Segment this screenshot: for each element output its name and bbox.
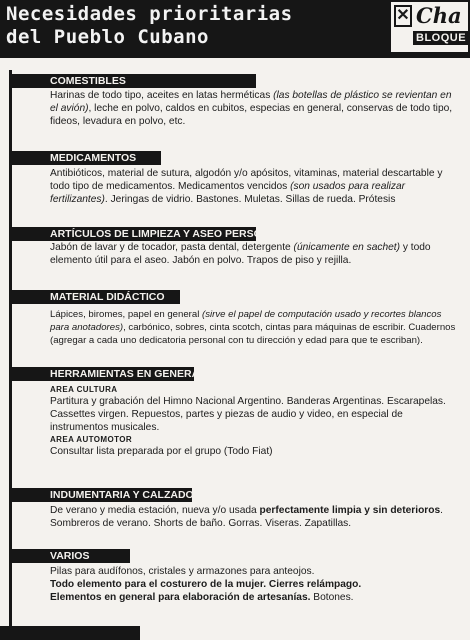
subheading-area-cultura: AREA CULTURA — [50, 385, 118, 394]
heading-text: MATERIAL DIDÁCTICO — [50, 291, 165, 303]
logo-subtitle — [413, 31, 469, 45]
body-italic: (sirve el papel de computación usado y recortes blancos para anotadores) — [50, 309, 442, 333]
body-text: Pilas para audífonos, cristales y armazones para anteojos. — [50, 566, 315, 577]
body-bold: Elementos en general para elaboración de artesanías. — [50, 591, 311, 603]
body-italic: (únicamente en sachet) — [293, 242, 401, 253]
section-body-didactico — [50, 308, 460, 347]
heading-text: VARIOS — [50, 550, 90, 562]
body-text: Lápices, biromes, papel en general — [50, 309, 202, 320]
section-heading-herramientas — [12, 367, 206, 381]
body-text: Jabón de lavar y de tocador, pasta dental, detergente — [50, 242, 294, 253]
section-body-medicamentos — [50, 168, 460, 206]
body-text: , leche en polvo, caldos en cubitos, especias en general, conservas de todo tipo, fideos, levadura en polvo, etc. — [50, 102, 453, 127]
section-heading-didactico — [12, 290, 180, 304]
section-heading-medicamentos — [12, 151, 161, 165]
logo — [391, 2, 468, 52]
section-heading-indumentaria — [12, 488, 192, 502]
heading-text: MEDICAMENTOS — [50, 152, 137, 164]
heading-text: HERRAMIENTAS EN GENERAL — [50, 368, 206, 380]
footer-bar — [0, 626, 140, 640]
body-line — [50, 592, 460, 605]
checkbox-icon: ✕ — [394, 5, 412, 27]
body-text: . Jeringas de vidrio. Bastones. Muletas. Sillas de rueda. Prótesis — [104, 193, 396, 205]
section-body-limpieza — [50, 242, 460, 268]
logo-text: Cha — [416, 3, 462, 28]
title-line-2: del Pueblo Cubano — [6, 26, 209, 48]
heading-text: COMESTIBLES — [50, 75, 126, 87]
body-bold: perfectamente limpia y sin deterioros — [259, 505, 441, 516]
body-text: Harinas de todo tipo, aceites en latas herméticas — [50, 90, 274, 101]
heading-text: ARTÍCULOS DE LIMPIEZA Y ASEO PERSONAL — [50, 228, 284, 240]
body-bold: Todo elemento para el costurero de la mujer. Cierres relámpago. — [50, 578, 362, 590]
subheading-area-automotor: AREA AUTOMOTOR — [50, 435, 133, 445]
page-title — [6, 3, 386, 49]
section-body-varios — [50, 566, 460, 604]
section-heading-varios — [12, 549, 130, 563]
heading-text: INDUMENTARIA Y CALZADO — [50, 489, 194, 501]
body-text: , carbónico, sobres, cinta scotch, cintas para máquinas de escribir. Cuadernos (agregar a cada uno dedicatoria personal con tu dirección y edad para que te escriban). — [50, 322, 456, 346]
section-body-comestibles — [50, 90, 460, 128]
title-line-1: Necesidades prioritarias — [6, 3, 293, 25]
body-text: Antibióticos, material de sutura, algodón y/o apósitos, vitaminas, material descartable y todo tipo de medicamentos. Medicamentos vencidos — [50, 168, 443, 192]
body-italic: (son usados para realizar fertilizantes) — [50, 180, 406, 205]
body-text: . Sombreros de verano. Shorts de baño. Gorras. Viseras. Zapatillas. — [50, 505, 443, 529]
body-text: Partitura y grabación del Himno Nacional Argentino. Banderas Argentinas. Escarapelas. Cassettes virgen. Repuestos, partes y piezas de audio y video, en especial de instrumentos musicales. — [50, 396, 446, 433]
body-italic: (las botellas de plástico se revientan en el avión) — [50, 90, 452, 114]
body-text: y todo elemento útil para el aseo. Jabón en polvo. Trapos de piso y rejilla. — [50, 242, 431, 266]
section-heading-comestibles — [12, 74, 256, 88]
body-text: Botones. — [310, 591, 354, 603]
section-body-herramientas — [50, 384, 460, 459]
section-heading-limpieza — [12, 227, 284, 241]
section-body-indumentaria — [50, 505, 460, 531]
logo-subtitle-text: BLOQUE — [416, 32, 467, 44]
body-text: Consultar lista preparada por el grupo (Todo Fiat) — [50, 446, 273, 458]
body-text: De verano y media estación, nueva y/o usada — [50, 505, 260, 516]
